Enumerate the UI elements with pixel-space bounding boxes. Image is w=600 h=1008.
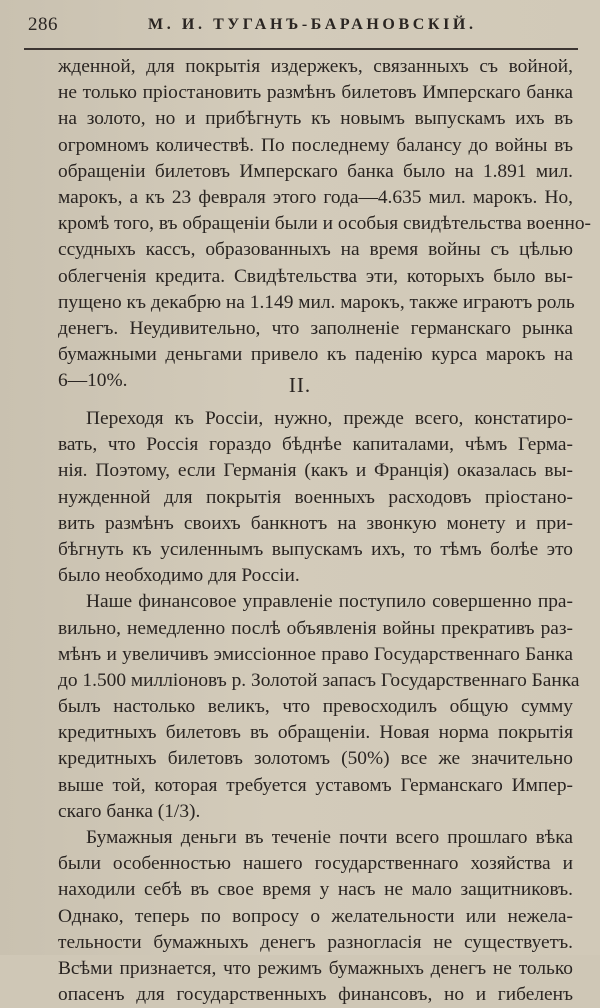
running-head: М. И. ТУГАНЪ-БАРАНОВСКІЙ. <box>148 16 477 33</box>
text-line: бумажными деньгами привело къ паденію курса марокъ на <box>58 344 573 366</box>
text-line: не только пріостановить размѣнъ билетовъ Имперскаго банка <box>58 82 573 104</box>
text-line: нужденной для покрытія военныхъ расходовъ пріостано- <box>58 486 573 508</box>
text-line: скаго банка (1/3). <box>58 800 201 822</box>
text-line: Однако, теперь по вопросу о желательности или нежела- <box>58 905 573 927</box>
first-text-block <box>58 54 591 394</box>
text-line: кредитныхъ билетовъ золотомъ (50%) все же значительно <box>58 748 573 770</box>
text-line: нія. Поэтому, если Германія (какъ и Франція) оказалась вы- <box>58 460 573 482</box>
text-line: находили себѣ въ свое время у насъ не мало защитниковъ. <box>58 879 573 901</box>
page-header <box>28 12 574 42</box>
text-line: на золото, но и прибѣгнуть къ новымъ выпускамъ ихъ въ <box>58 108 573 130</box>
text-line: было необходимо для Россіи. <box>58 565 300 587</box>
header-rule <box>24 48 578 50</box>
text-line: кромѣ того, въ обращеніи были и особыя свидѣтельства военно- <box>58 213 591 235</box>
text-line: облегченія кредита. Свидѣтельства эти, которыхъ было вы- <box>58 265 573 287</box>
text-line: огромномъ количествѣ. По последнему балансу до войны въ <box>58 134 573 156</box>
text-line: мѣнъ и увеличивъ эмиссіонное право Государственнаго Банка <box>58 643 573 665</box>
text-line: ссудныхъ кассъ, образованныхъ на время войны съ цѣлью <box>58 239 573 261</box>
text-line: Всѣми признается, что режимъ бумажныхъ денегъ не только <box>58 957 573 979</box>
section-heading: II. <box>288 373 312 397</box>
text-line: вить размѣнъ своихъ банкнотъ на звонкую монету и при- <box>58 512 573 534</box>
text-line: денегъ. Неудивительно, что заполненіе германскаго рынка <box>58 317 573 339</box>
text-line: выше той, которая требуется уставомъ Германскаго Импер- <box>58 774 573 796</box>
text-line: бѣгнуть къ усиленнымъ выпускамъ ихъ, то тѣмъ болѣе это <box>58 538 573 560</box>
text-line: Наше финансовое управленіе поступило совершенно пра- <box>86 591 573 613</box>
text-line: Переходя къ Россіи, нужно, прежде всего, констатиро- <box>86 408 573 429</box>
text-line: были особенностью нашего государственнаго хозяйства и <box>58 853 573 875</box>
text-line: Бумажныя деньги въ теченіе почти всего прошлаго вѣка <box>86 827 573 848</box>
text-line: пущено къ декабрю на 1.149 мил. марокъ, также играютъ роль <box>58 291 575 313</box>
text-line: тельности бумажныхъ денегъ разногласія не существуетъ. <box>58 931 573 953</box>
text-line: обращеніи билетовъ Имперскаго банка было на 1.891 мил. <box>58 160 573 182</box>
text-line: жденной, для покрытія издержекъ, связанныхъ съ войной, <box>58 56 573 77</box>
text-line: опасенъ для государственныхъ финансовъ, но и гибеленъ <box>58 984 573 1006</box>
text-line: кредитныхъ билетовъ въ обращеніи. Новая норма покрытія <box>58 722 573 744</box>
text-line: 6—10%. <box>58 370 128 392</box>
page-number: 286 <box>28 14 58 35</box>
text-line: вать, что Россія гораздо бѣднѣе капиталами, чѣмъ Герма- <box>58 434 573 456</box>
text-line: марокъ, а къ 23 февраля этого года—4.635 мил. марокъ. Но, <box>58 186 573 208</box>
text-line: до 1.500 милліоновъ р. Золотой запасъ Государственнаго Банка <box>58 669 580 691</box>
text-line: вильно, немедленно послѣ объявленія войны прекративъ раз- <box>58 617 573 639</box>
second-text-block <box>58 406 580 1008</box>
text-line: былъ настолько великъ, что превосходилъ общую сумму <box>58 696 573 718</box>
